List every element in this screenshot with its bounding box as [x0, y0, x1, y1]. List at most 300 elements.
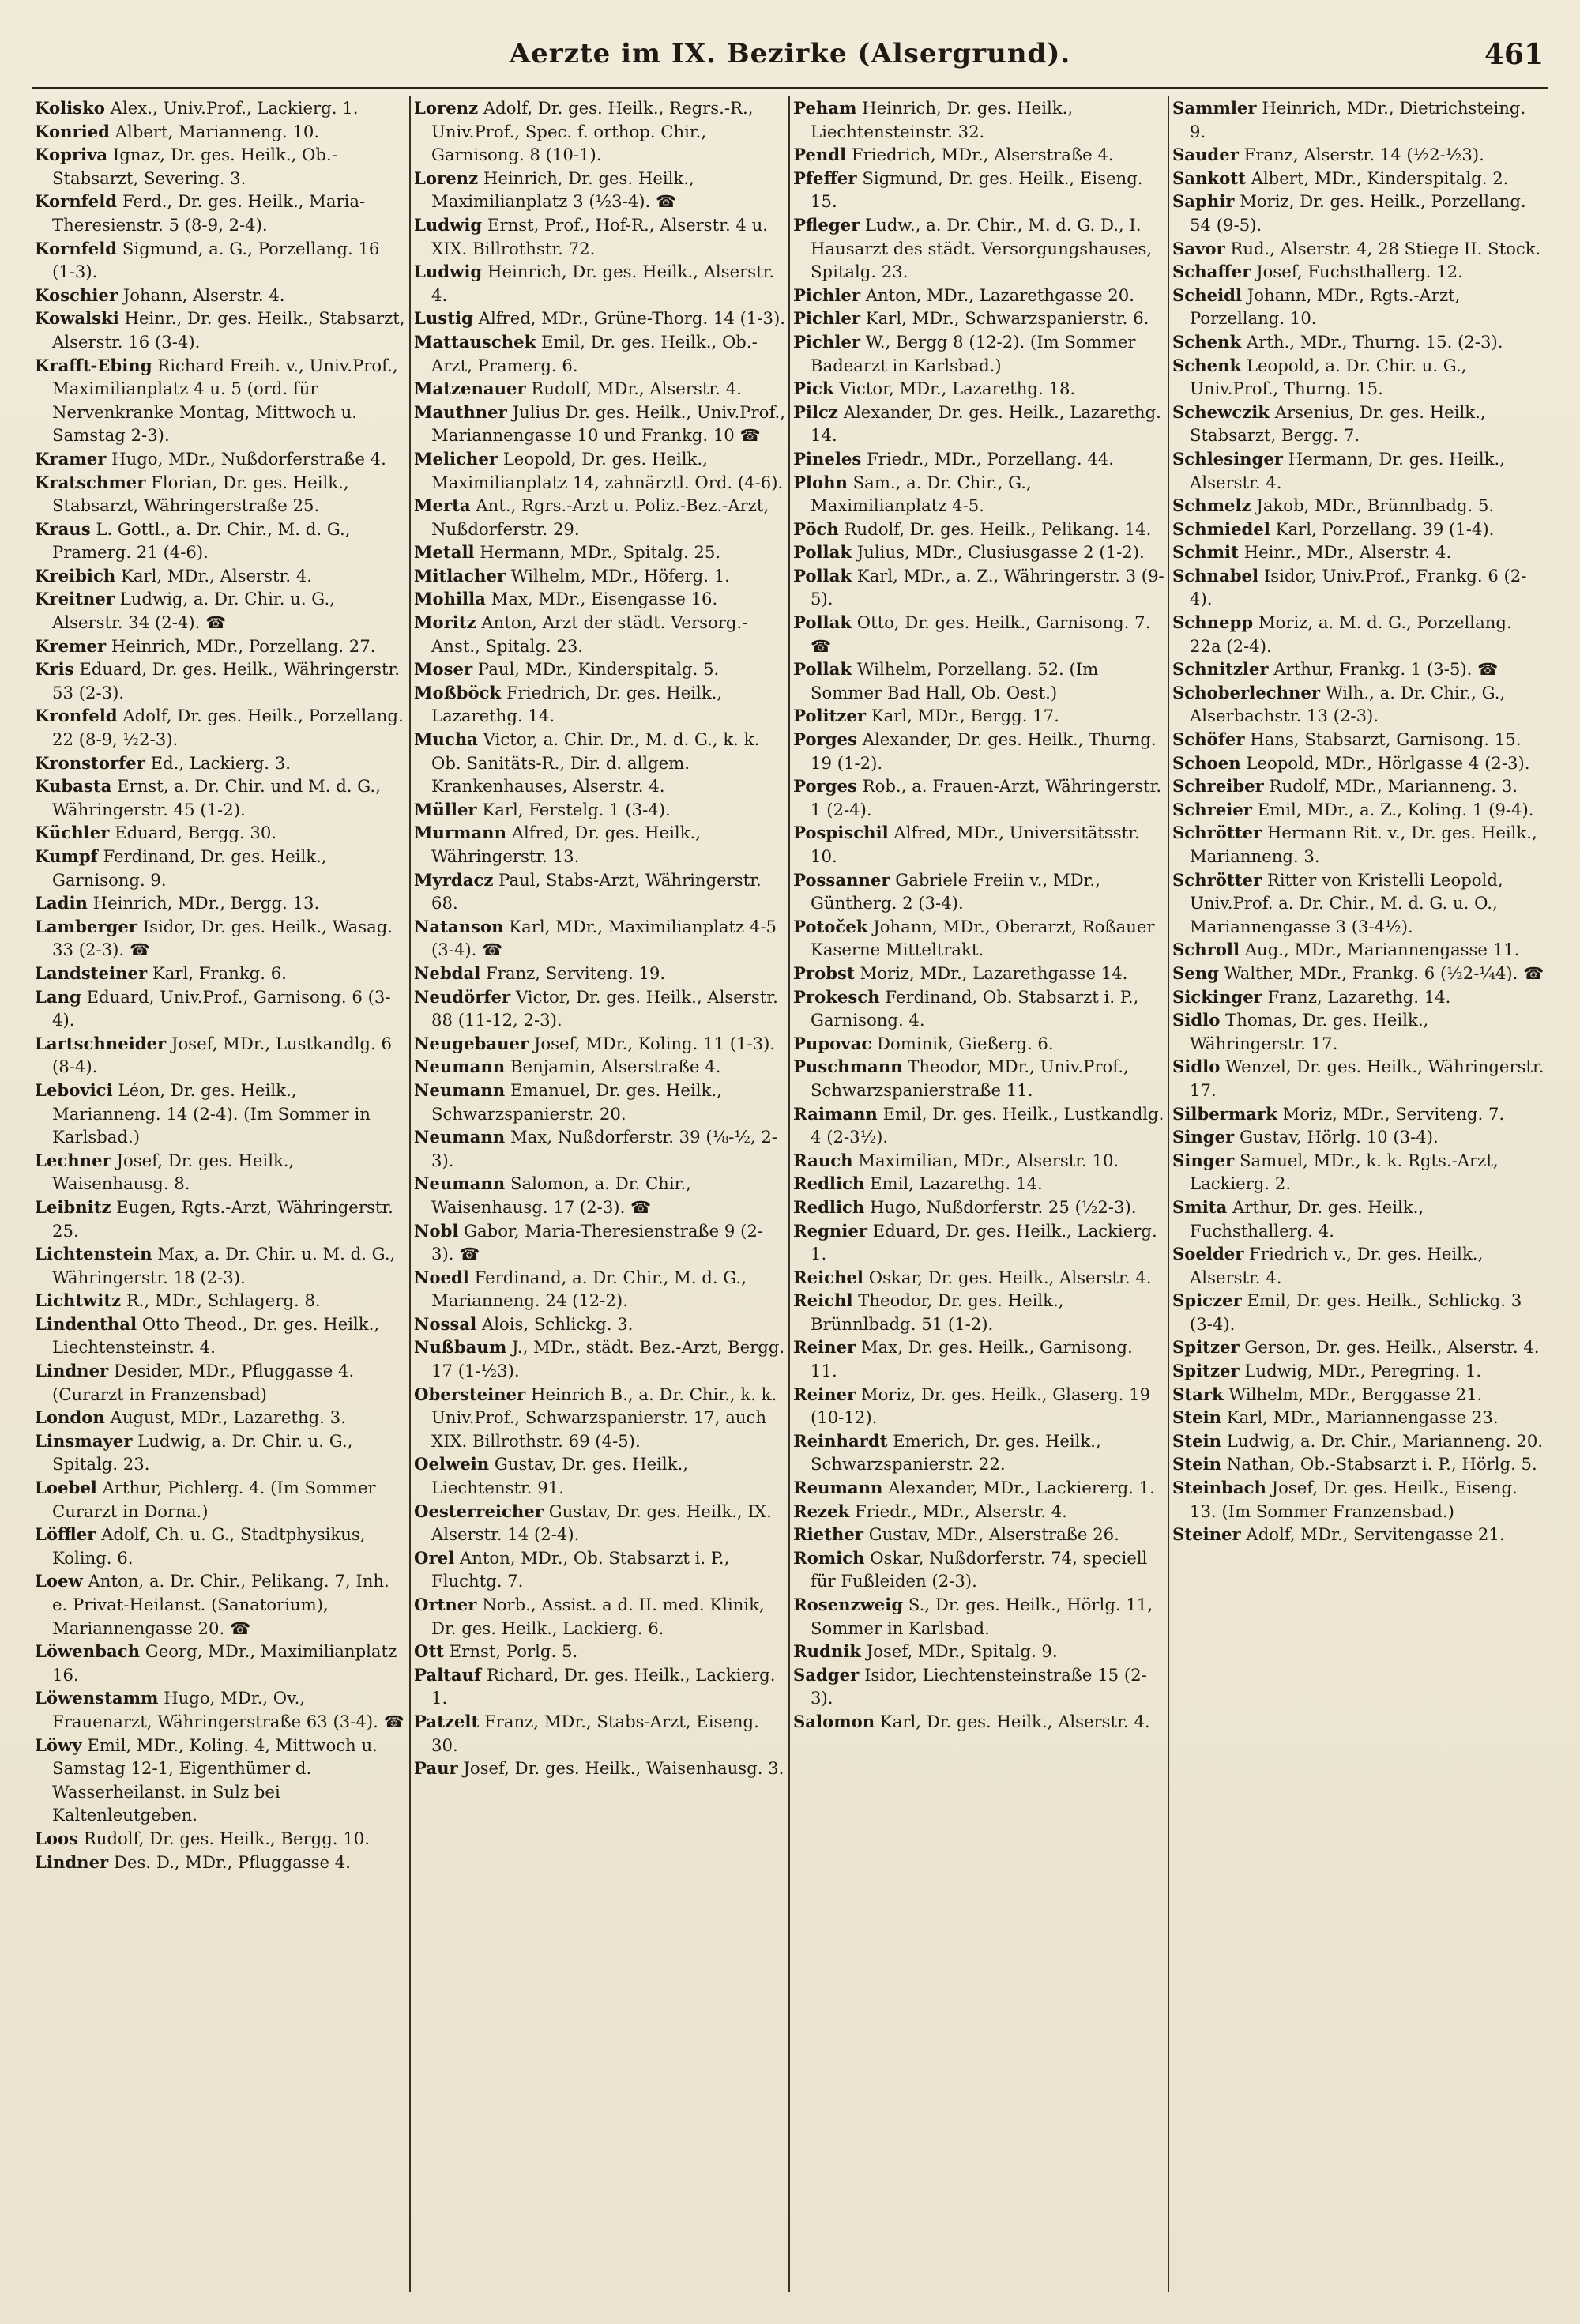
entry-details: Victor, a. Chir. Dr., M. d. G., k. k. Ob. Sanitäts-R., Dir. d. allgem. Krankenhauses, Alserstr. 4.	[431, 729, 760, 797]
entry-name: Stein	[1172, 1407, 1222, 1428]
entry-details: Rudolf, MDr., Marianneng. 3.	[1269, 776, 1518, 797]
directory-entry	[793, 704, 1164, 728]
entry-name: Schmiedel	[1172, 518, 1270, 539]
entry-name: Koschier	[35, 284, 118, 305]
entry-details: Emil, MDr., a. Z., Koling. 1 (9-4).	[1257, 799, 1534, 819]
entry-details: Rud., Alserstr. 4, 28 Stiege II. Stock.	[1230, 238, 1541, 258]
entry-details: Franz, MDr., Stabs-Arzt, Eiseng. 30.	[431, 1711, 759, 1755]
directory-entry	[414, 1079, 785, 1125]
entry-details: Karl, Porzellang. 39 (1-4).	[1275, 518, 1495, 539]
entry-details: Theodor, MDr., Univ.Prof., Schwarzspanierstraße 11.	[811, 1057, 1129, 1100]
directory-entry	[35, 1640, 406, 1686]
entry-name: Sidlo	[1172, 1010, 1221, 1030]
entry-name: Rudnik	[793, 1641, 861, 1662]
directory-entry	[414, 1335, 785, 1382]
entry-details: Arsenius, Dr. ges. Heilk., Stabsarzt, Bergg. 7.	[1190, 401, 1486, 446]
entry-details: Alois, Schlickg. 3.	[481, 1313, 634, 1334]
entry-name: Sankott	[1172, 168, 1246, 188]
entry-details: Nathan, Ob.-Stabsarzt i. P., Hörlg. 5.	[1226, 1454, 1537, 1475]
entry-name: Murmann	[414, 823, 506, 843]
entry-details: Ernst, a. Dr. Chir. und M. d. G., Währingerstr. 45 (1-2).	[52, 776, 381, 819]
entry-name: Neumann	[414, 1127, 506, 1147]
directory-entry	[793, 564, 1164, 611]
entry-details: Eduard, Dr. ges. Heilk., Währingerstr. 53 (2-3).	[52, 659, 401, 702]
entry-name: Schmelz	[1172, 495, 1251, 516]
entry-name: Melicher	[414, 448, 498, 469]
entry-name: Sammler	[1172, 98, 1257, 118]
directory-entry	[793, 1266, 1164, 1290]
entry-name: Lartschneider	[35, 1033, 167, 1053]
entry-details: Hugo, Nußdorferstr. 25 (½2-3).	[870, 1196, 1137, 1217]
page-number: 461	[1484, 38, 1544, 71]
entry-name: Regnier	[793, 1220, 867, 1241]
entry-details: Moriz, MDr., Serviteng. 7.	[1282, 1103, 1505, 1124]
entry-name: Reichl	[793, 1290, 853, 1311]
directory-entry	[1172, 868, 1545, 939]
entry-details: Emil, Dr. ges. Heilk., Ob.-Arzt, Pramerg. 6.	[431, 331, 758, 375]
entry-details: Arthur, Frankg. 1 (3-5). ☎	[1273, 659, 1499, 680]
entry-details: Ignaz, Dr. ges. Heilk., Ob.-Stabsarzt, Severing. 3.	[52, 145, 337, 188]
entry-name: Mohilla	[414, 589, 486, 609]
column-1	[32, 96, 411, 2292]
entry-name: Pospischil	[793, 823, 889, 843]
directory-entry	[1172, 1406, 1545, 1429]
directory-entry	[35, 447, 406, 471]
entry-name: Stein	[1172, 1454, 1222, 1475]
entry-details: Adolf, MDr., Servitengasse 21.	[1246, 1524, 1505, 1545]
entry-name: Redlich	[793, 1196, 865, 1217]
entry-details: Eduard, Univ.Prof., Garnisong. 6 (3-4).	[52, 986, 391, 1030]
entry-details: Karl, Ferstelg. 1 (3-4).	[482, 799, 671, 819]
directory-entry	[414, 541, 785, 564]
directory-entry	[414, 657, 785, 681]
entry-details: Emil, Dr. ges. Heilk., Schlickg. 3 (3-4).	[1190, 1290, 1522, 1334]
entry-details: Emil, Lazarethg. 14.	[870, 1173, 1043, 1194]
entry-name: Schroll	[1172, 940, 1240, 960]
entry-details: Alexander, MDr., Lackiererg. 1.	[888, 1478, 1155, 1498]
directory-entry	[793, 1196, 1164, 1219]
entry-name: Schrötter	[1172, 823, 1262, 843]
entry-details: Albert, Marianneng. 10.	[115, 121, 320, 141]
directory-entry	[35, 1851, 406, 1874]
directory-entry	[35, 635, 406, 658]
entry-name: Sidlo	[1172, 1057, 1221, 1077]
entry-details: Richard, Dr. ges. Heilk., Lackierg. 1.	[431, 1664, 776, 1708]
directory-entry	[793, 1640, 1164, 1663]
entry-name: Savor	[1172, 238, 1225, 258]
entry-name: Ott	[414, 1641, 445, 1662]
entry-name: Lebovici	[35, 1079, 113, 1100]
entry-details: Josef, Dr. ges. Heilk., Waisenhausg. 3.	[463, 1758, 784, 1779]
directory-entry	[1172, 1476, 1545, 1523]
entry-name: Neumann	[414, 1173, 506, 1194]
directory-entry	[414, 681, 785, 728]
entry-details: Isidor, Dr. ges. Heilk., Wasag. 33 (2-3). ☎	[52, 916, 393, 960]
directory-entry	[35, 1196, 406, 1242]
entry-name: Ortner	[414, 1595, 477, 1614]
entry-name: Loew	[35, 1571, 83, 1591]
entry-details: Karl, MDr., Schwarzspanierstr. 6.	[865, 308, 1149, 329]
directory-entry	[414, 985, 785, 1032]
entry-details: Samuel, MDr., k. k. Rgts.-Arzt, Lackierg. 2.	[1190, 1150, 1499, 1194]
directory-entry	[1172, 1149, 1545, 1196]
directory-entry	[793, 1383, 1164, 1429]
entry-details: Ferd., Dr. ges. Heilk., Maria-Theresienstr. 5 (8-9, 2-4).	[52, 191, 366, 235]
entry-details: Ant., Rgrs.-Arzt u. Poliz.-Bez.-Arzt, Nußdorferstr. 29.	[431, 495, 769, 539]
entry-details: Karl, MDr., Alserstr. 4.	[121, 565, 313, 586]
entry-name: Stark	[1172, 1384, 1224, 1404]
entry-name: Pichler	[793, 331, 860, 352]
entry-name: Löffler	[35, 1524, 96, 1545]
entry-name: Raimann	[793, 1103, 878, 1124]
directory-entry	[793, 1523, 1164, 1546]
entry-details: Karl, MDr., Mariannengasse 23.	[1226, 1407, 1499, 1428]
column-2	[411, 96, 790, 2292]
entry-name: Schlesinger	[1172, 448, 1283, 469]
directory-entry	[793, 541, 1164, 564]
entry-details: Heinrich, MDr., Dietrichsteing. 9.	[1190, 98, 1526, 141]
entry-details: Alexander, Dr. ges. Heilk., Thurng. 19 (1-2).	[811, 729, 1157, 773]
directory-entry	[793, 1500, 1164, 1524]
directory-entry	[1172, 518, 1545, 541]
directory-entry	[793, 1172, 1164, 1196]
entry-name: Paur	[414, 1758, 458, 1779]
entry-details: Wilhelm, MDr., Berggasse 21.	[1228, 1384, 1483, 1404]
directory-entry	[1172, 1359, 1545, 1383]
directory-entry	[1172, 798, 1545, 822]
directory-entry	[1172, 1429, 1545, 1453]
directory-entry	[35, 237, 406, 284]
entry-name: Saphir	[1172, 191, 1235, 212]
entry-details: Norb., Assist. a d. II. med. Klinik, Dr. ges. Heilk., Lackierg. 6.	[431, 1595, 765, 1638]
entry-name: Pollak	[793, 542, 852, 563]
entry-details: Moriz, MDr., Lazarethgasse 14.	[860, 962, 1128, 983]
directory-entry	[35, 307, 406, 353]
entry-name: Spitzer	[1172, 1337, 1240, 1358]
directory-entry	[793, 330, 1164, 377]
directory-entry	[1172, 728, 1545, 751]
entry-details: Victor, MDr., Lazarethg. 18.	[839, 379, 1076, 399]
directory-entry	[793, 1032, 1164, 1056]
entry-name: Loos	[35, 1828, 79, 1848]
entry-details: Rudolf, MDr., Alserstr. 4.	[531, 379, 742, 399]
entry-name: Spiczer	[1172, 1290, 1242, 1311]
entry-details: Oskar, Dr. ges. Heilk., Alserstr. 4.	[868, 1267, 1152, 1287]
directory-entry	[414, 1032, 785, 1056]
entry-details: Sigmund, Dr. ges. Heilk., Eiseng. 15.	[811, 168, 1143, 212]
entry-details: Heinrich, Dr. ges. Heilk., Maximilianplatz 3 (½3-4). ☎	[431, 168, 694, 212]
directory-entry	[35, 1032, 406, 1079]
entry-details: Hermann Rit. v., Dr. ges. Heilk., Marianneng. 3.	[1190, 823, 1537, 866]
entry-name: London	[35, 1407, 105, 1428]
entry-name: Scheidl	[1172, 284, 1242, 305]
entry-details: Johann, MDr., Oberarzt, Roßauer Kaserne Mitteltrakt.	[811, 916, 1155, 960]
entry-details: Franz, Serviteng. 19.	[486, 962, 666, 983]
entry-name: Spitzer	[1172, 1361, 1240, 1381]
entry-details: Emil, Dr. ges. Heilk., Lustkandlg. 4 (2-3½).	[811, 1103, 1164, 1147]
entry-name: Lindner	[35, 1361, 109, 1381]
entry-details: Gabriele Freiin v., MDr., Güntherg. 2 (3-4).	[811, 869, 1100, 913]
directory-entry	[414, 1710, 785, 1757]
entry-details: Johann, MDr., Rgts.-Arzt, Porzellang. 10.	[1190, 284, 1461, 329]
entry-details: Emil, MDr., Koling. 4, Mittwoch u. Samstag 12-1, Eigenthümer d. Wasserheilanst. in Sulz bei Kaltenleutgeben.	[52, 1735, 378, 1825]
directory-entry	[1172, 962, 1545, 985]
directory-entry	[414, 821, 785, 868]
entry-details: Adolf, Dr. ges. Heilk., Regrs.-R., Univ.Prof., Spec. f. orthop. Chir., Garnisong. 8 (10-1).	[431, 98, 754, 165]
directory-entry	[35, 704, 406, 751]
header-rule	[32, 87, 1548, 89]
entry-details: Gustav, Dr. ges. Heilk., IX. Alserstr. 14 (2-4).	[431, 1501, 772, 1545]
entry-name: Peham	[793, 98, 857, 118]
directory-entry	[414, 1757, 785, 1780]
entry-name: Schmit	[1172, 542, 1239, 563]
entry-details: Rob., a. Frauen-Arzt, Währingerstr. 1 (2-4).	[811, 776, 1162, 819]
entry-details: Ferdinand, Dr. ges. Heilk., Garnisong. 9.	[52, 846, 327, 890]
directory-entry	[414, 1593, 785, 1640]
entry-details: Gustav, MDr., Alserstraße 26.	[868, 1524, 1119, 1545]
directory-entry	[414, 587, 785, 611]
entry-name: Smita	[1172, 1196, 1228, 1217]
entry-details: Gustav, Dr. ges. Heilk., Liechtenstr. 91.	[431, 1454, 689, 1498]
directory-entry	[414, 447, 785, 494]
directory-entry	[793, 377, 1164, 401]
entry-details: Ludwig, MDr., Peregring. 1.	[1244, 1361, 1482, 1381]
entry-details: Florian, Dr. ges. Heilk., Stabsarzt, Währingerstraße 25.	[52, 472, 349, 516]
directory-entry	[35, 1429, 406, 1476]
entry-details: Leopold, Dr. ges. Heilk., Maximilianplatz 14, zahnärztl. Ord. (4-6).	[431, 448, 784, 492]
entry-name: Schreier	[1172, 799, 1252, 819]
entry-details: Heinr., Dr. ges. Heilk., Stabsarzt, Alserstr. 16 (3-4).	[52, 308, 405, 352]
entry-details: Otto, Dr. ges. Heilk., Garnisong. 7. ☎	[811, 612, 1151, 656]
entry-name: Nußbaum	[414, 1337, 507, 1358]
directory-entry	[793, 868, 1164, 915]
entry-details: Wenzel, Dr. ges. Heilk., Währingerstr. 17.	[1190, 1057, 1544, 1100]
entry-name: Moser	[414, 659, 473, 680]
entry-name: Salomon	[793, 1711, 875, 1731]
directory-entry	[414, 1500, 785, 1546]
entry-details: Friedr., MDr., Alserstr. 4.	[855, 1501, 1067, 1521]
entry-details: Eduard, Bergg. 30.	[115, 823, 277, 843]
entry-details: Victor, Dr. ges. Heilk., Alserstr. 88 (11-12, 2-3).	[431, 986, 778, 1030]
entry-details: Heinrich, MDr., Porzellang. 27.	[111, 635, 376, 656]
entry-details: Aug., MDr., Mariannengasse 11.	[1244, 940, 1520, 960]
directory-entry	[793, 985, 1164, 1032]
entry-name: Schnepp	[1172, 612, 1254, 633]
entry-name: Kramer	[35, 448, 107, 469]
directory-entry	[414, 1663, 785, 1710]
directory-entry	[1172, 284, 1545, 330]
entry-name: Schenk	[1172, 331, 1242, 352]
entry-details: Alexander, Dr. ges. Heilk., Lazarethg. 14.	[811, 401, 1161, 446]
entry-details: Hermann, Dr. ges. Heilk., Alserstr. 4.	[1190, 448, 1505, 492]
entry-details: Paul, Stabs-Arzt, Währingerstr. 68.	[431, 869, 762, 913]
entry-details: Walther, MDr., Frankg. 6 (½2-¼4). ☎	[1224, 962, 1544, 983]
entry-details: Alfred, MDr., Universitätsstr. 10.	[811, 823, 1140, 866]
directory-entry	[35, 518, 406, 564]
entry-details: Paul, MDr., Kinderspitalg. 5.	[477, 659, 720, 680]
entry-name: Matzenauer	[414, 379, 526, 399]
entry-name: Pupovac	[793, 1033, 872, 1053]
directory-entry	[1172, 564, 1545, 611]
entry-name: Sickinger	[1172, 986, 1262, 1007]
directory-entry	[35, 774, 406, 821]
entry-name: Romich	[793, 1547, 865, 1568]
directory-entry	[35, 1686, 406, 1733]
entry-details: R., MDr., Schlagerg. 8.	[126, 1290, 321, 1311]
directory-entry	[1172, 611, 1545, 657]
entry-name: Pollak	[793, 612, 852, 633]
entry-name: Konried	[35, 121, 110, 141]
directory-entry	[35, 1079, 406, 1149]
directory-entry	[35, 564, 406, 588]
entry-name: Schnabel	[1172, 565, 1259, 586]
entry-name: Landsteiner	[35, 962, 148, 983]
entry-name: Pendl	[793, 145, 847, 165]
directory-entry	[414, 962, 785, 985]
entry-details: Ludwig, a. Dr. Chir. u. G., Alserstr. 34 (2-4). ☎	[52, 589, 335, 633]
entry-details: Albert, MDr., Kinderspitalg. 2.	[1251, 168, 1509, 188]
entry-name: Lichtwitz	[35, 1290, 122, 1311]
entry-name: Pollak	[793, 659, 852, 680]
entry-details: Friedrich, MDr., Alserstraße 4.	[851, 145, 1114, 165]
directory-entry	[35, 471, 406, 518]
directory-entry	[793, 1055, 1164, 1102]
directory-entry	[35, 1359, 406, 1406]
directory-entry	[793, 1335, 1164, 1382]
entry-details: Des. D., MDr., Pfluggasse 4.	[113, 1851, 351, 1872]
directory-entry	[414, 1313, 785, 1336]
directory-entry	[793, 143, 1164, 167]
entry-details: Moriz, Dr. ges. Heilk., Glaserg. 19 (10-12).	[811, 1384, 1151, 1428]
entry-name: Reinhardt	[793, 1430, 888, 1451]
directory-entry	[793, 471, 1164, 518]
entry-name: Merta	[414, 495, 471, 516]
entry-details: Moriz, Dr. ges. Heilk., Porzellang. 54 (9-5).	[1190, 191, 1526, 235]
entry-name: Myrdacz	[414, 869, 494, 890]
directory-entry	[35, 1242, 406, 1289]
entry-name: Natanson	[414, 916, 504, 936]
entry-name: Moßböck	[414, 682, 502, 702]
directory-entry	[1172, 1102, 1545, 1126]
directory-entry	[414, 1219, 785, 1266]
directory-entry	[1172, 354, 1545, 401]
directory-entry	[793, 1289, 1164, 1335]
entry-name: Löwy	[35, 1735, 82, 1755]
entry-details: Friedrich, Dr. ges. Heilk., Lazarethg. 14.	[431, 682, 723, 726]
entry-name: Pfleger	[793, 214, 860, 235]
entry-details: Ferdinand, a. Dr. Chir., M. d. G., Marianneng. 24 (12-2).	[431, 1267, 747, 1311]
entry-details: Anton, a. Dr. Chir., Pelikang. 7, Inh. e. Privat-Heilanst. (Sanatorium), Mariannengasse 20. ☎	[52, 1571, 389, 1638]
directory-entry	[414, 1172, 785, 1218]
entry-name: Singer	[1172, 1127, 1235, 1147]
directory-entry	[414, 915, 785, 962]
entry-details: Hugo, MDr., Nußdorferstraße 4.	[111, 448, 386, 469]
directory-entry	[414, 213, 785, 260]
entry-details: Friedr., MDr., Porzellang. 44.	[867, 448, 1115, 469]
entry-details: Josef, Dr. ges. Heilk., Eiseng. 13. (Im Sommer Franzensbad.)	[1190, 1478, 1518, 1521]
directory-entry	[35, 1289, 406, 1313]
entry-name: Löwenstamm	[35, 1688, 159, 1708]
entry-name: Politzer	[793, 706, 867, 726]
entry-details: Isidor, Liechtensteinstraße 15 (2-3).	[811, 1664, 1147, 1708]
entry-name: Schenk	[1172, 355, 1242, 375]
entry-name: Kronstorfer	[35, 752, 145, 773]
directory-entry	[793, 1476, 1164, 1500]
entry-name: Kreibich	[35, 565, 116, 586]
entry-name: Reichel	[793, 1267, 863, 1287]
entry-details: Franz, Alserstr. 14 (½2-½3).	[1243, 145, 1484, 165]
entry-name: Kornfeld	[35, 191, 118, 212]
entry-details: Eduard, Dr. ges. Heilk., Lackierg. 1.	[811, 1220, 1157, 1264]
entry-name: Silbermark	[1172, 1103, 1277, 1124]
entry-details: Ferdinand, Ob. Stabsarzt i. P., Garnisong. 4.	[811, 986, 1139, 1030]
directory-entry	[1172, 401, 1545, 447]
directory-entry	[793, 1102, 1164, 1149]
entry-name: Riether	[793, 1524, 863, 1545]
entry-details: Karl, Frankg. 6.	[152, 962, 287, 983]
directory-entry	[35, 915, 406, 962]
entry-name: Kornfeld	[35, 238, 118, 258]
entry-name: Oelwein	[414, 1454, 490, 1475]
directory-entry	[793, 1219, 1164, 1266]
entry-details: Emerich, Dr. ges. Heilk., Schwarzspanierstr. 22.	[811, 1430, 1101, 1475]
directory-entry	[35, 354, 406, 447]
entry-details: Thomas, Dr. ges. Heilk., Währingerstr. 17.	[1190, 1010, 1429, 1053]
entry-name: Redlich	[793, 1173, 865, 1194]
entry-details: Julius Dr. ges. Heilk., Univ.Prof., Mariannengasse 10 und Frankg. 10 ☎	[431, 401, 785, 446]
entry-details: Gustav, Hörlg. 10 (3-4).	[1239, 1127, 1439, 1147]
entry-name: Koprivа	[35, 145, 108, 165]
directory-entry	[414, 564, 785, 588]
entry-name: Pollak	[793, 565, 852, 586]
entry-name: Lamberger	[35, 916, 137, 936]
directory-entry	[793, 962, 1164, 985]
directory-entry	[1172, 821, 1545, 868]
entry-details: Karl, Dr. ges. Heilk., Alserstr. 4.	[879, 1711, 1150, 1731]
directory-entry	[1172, 985, 1545, 1009]
directory-entry	[793, 167, 1164, 213]
entry-details: Ed., Lackierg. 3.	[150, 752, 291, 773]
column-4	[1169, 96, 1548, 2292]
directory-entry	[793, 284, 1164, 307]
directory-entry	[793, 611, 1164, 657]
entry-name: Kris	[35, 659, 74, 680]
directory-entry	[793, 447, 1164, 471]
entry-name: Schoberlechner	[1172, 682, 1321, 702]
entry-details: Wilh., a. Dr. Chir., G., Alserbachstr. 13 (2-3).	[1190, 682, 1506, 726]
directory-entry	[1172, 1125, 1545, 1149]
entry-name: Kowalski	[35, 308, 119, 329]
entry-name: Mattauschek	[414, 331, 536, 352]
entry-name: Nebdal	[414, 962, 481, 983]
entry-name: Krafft-Ebing	[35, 355, 152, 375]
directory-entry	[1172, 1055, 1545, 1102]
directory-entry	[414, 1125, 785, 1172]
entry-details: Arth., MDr., Thurng. 15. (2-3).	[1246, 331, 1503, 352]
entry-details: Heinrich B., a. Dr. Chir., k. k. Univ.Prof., Schwarzspanierstr. 17, auch XIX. Billrothstr. 69 (4-5).	[431, 1384, 777, 1451]
directory-entry	[414, 1452, 785, 1499]
entry-details: Hans, Stabsarzt, Garnisong. 15.	[1250, 729, 1522, 750]
entry-details: Isidor, Univ.Prof., Frankg. 6 (2-4).	[1190, 565, 1527, 609]
directory-columns	[32, 96, 1548, 2292]
entry-details: Hugo, MDr., Ov., Frauenarzt, Währingerstraße 63 (3-4). ☎	[52, 1688, 404, 1731]
entry-name: Ludwig	[414, 262, 483, 282]
entry-details: Maximilian, MDr., Alserstr. 10.	[858, 1150, 1119, 1170]
directory-entry	[1172, 494, 1545, 518]
entry-details: Wilhelm, MDr., Höferg. 1.	[510, 565, 730, 586]
entry-name: Neumann	[414, 1079, 506, 1100]
directory-entry	[793, 1710, 1164, 1734]
